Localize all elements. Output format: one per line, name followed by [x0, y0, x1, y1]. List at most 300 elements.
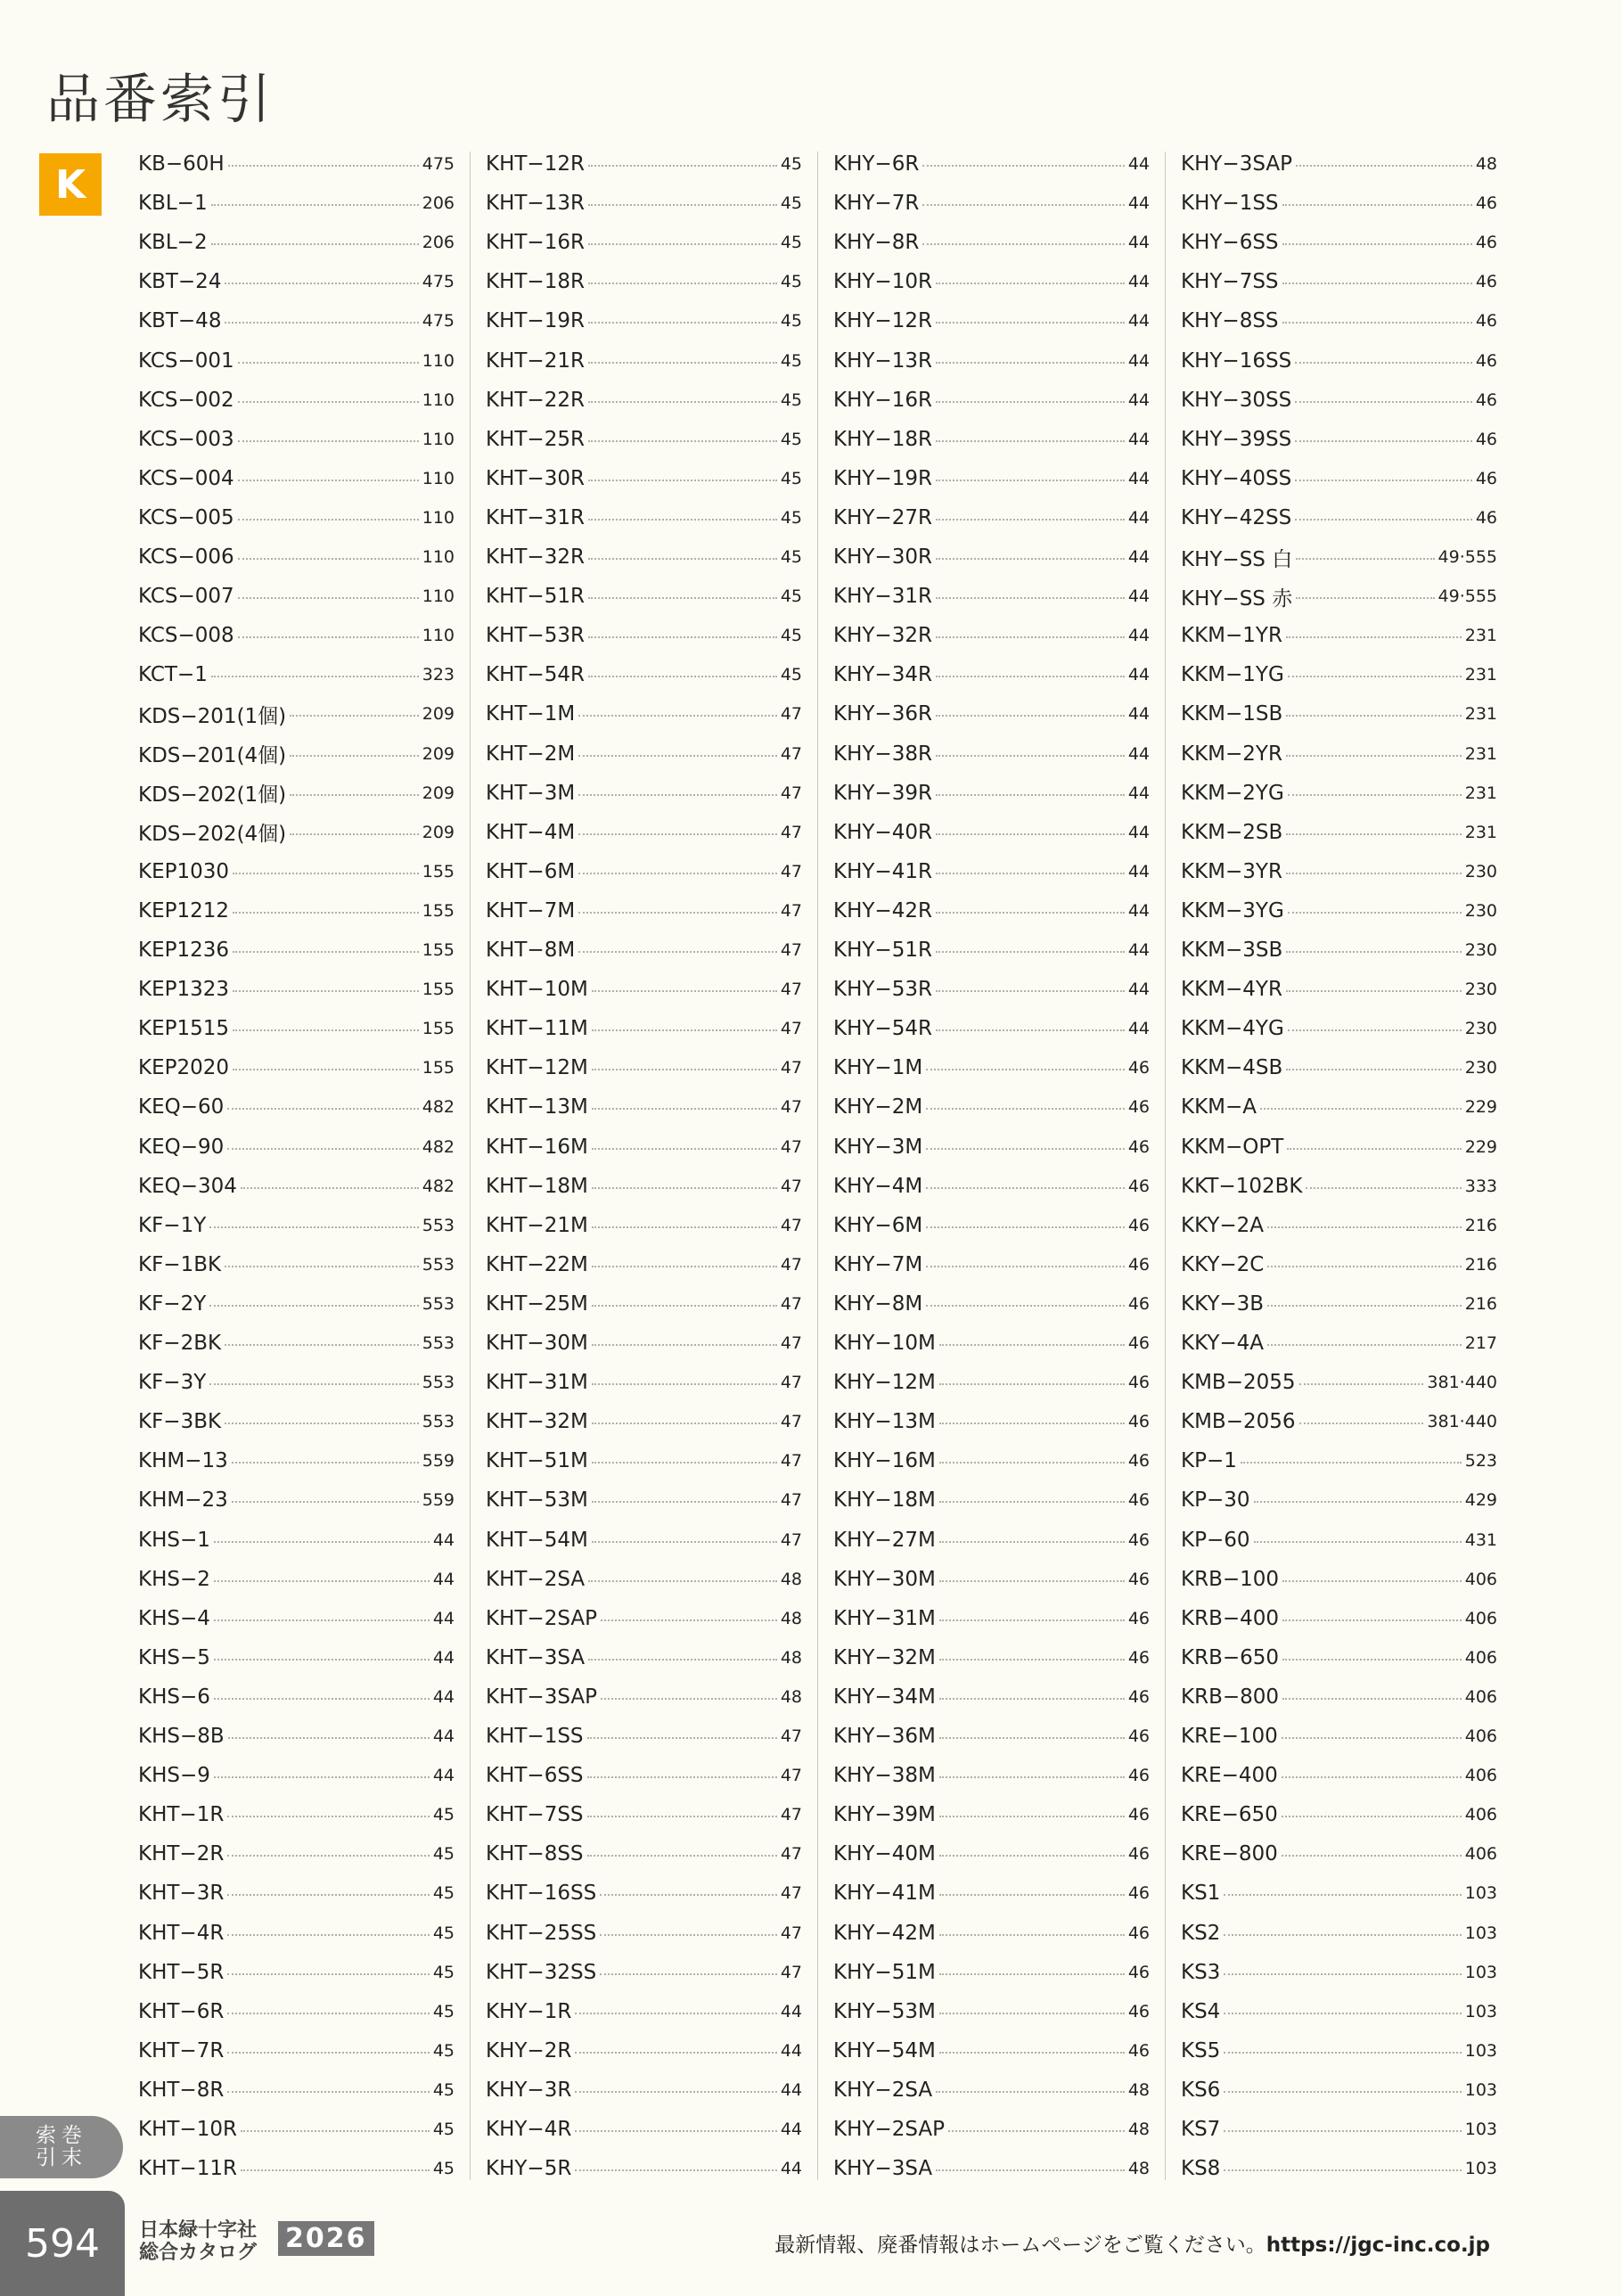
product-code: KS7 [1181, 2118, 1221, 2141]
index-entry[interactable] [486, 577, 802, 616]
index-entry[interactable] [1181, 813, 1497, 852]
product-code: KRB−100 [1181, 1567, 1280, 1591]
product-code: KHY−51R [833, 939, 932, 962]
index-entry[interactable] [833, 1324, 1150, 1363]
index-entry[interactable] [138, 341, 455, 381]
product-code: KKM−4YR [1181, 978, 1282, 1002]
index-entry[interactable] [486, 2110, 802, 2149]
index-entry[interactable] [833, 1795, 1150, 1834]
dot-leader [939, 1973, 1125, 1975]
index-entry[interactable] [833, 1128, 1150, 1167]
index-entry[interactable] [486, 1324, 802, 1363]
index-entry[interactable] [486, 970, 802, 1009]
index-entry[interactable] [833, 891, 1150, 931]
product-code: KBT−24 [138, 270, 222, 294]
index-entry[interactable] [833, 1717, 1150, 1756]
dot-leader [1282, 1620, 1462, 1621]
index-entry[interactable] [833, 1834, 1150, 1874]
page-reference: 229 [1464, 1097, 1497, 1118]
page-reference: 44 [1127, 193, 1150, 214]
product-code: KHY−54M [833, 2038, 936, 2062]
index-entry[interactable] [833, 1048, 1150, 1087]
index-entry[interactable] [1181, 1953, 1497, 1992]
index-entry[interactable] [833, 655, 1150, 694]
index-entry[interactable] [486, 1363, 802, 1402]
page-reference: 47 [780, 1058, 802, 1078]
index-entry[interactable] [486, 184, 802, 223]
index-entry[interactable] [833, 223, 1150, 262]
dot-leader [1282, 1580, 1462, 1582]
product-code: KHS−5 [138, 1645, 210, 1669]
index-entry[interactable] [138, 2110, 455, 2149]
index-entry[interactable] [138, 498, 455, 537]
index-entry[interactable] [138, 1441, 455, 1480]
index-entry[interactable] [138, 2149, 455, 2188]
index-entry[interactable] [833, 341, 1150, 381]
index-entry[interactable] [1181, 1087, 1497, 1127]
index-entry[interactable] [486, 1206, 802, 1245]
product-code: KHT−10R [138, 2118, 237, 2141]
index-entry[interactable] [138, 420, 455, 459]
index-entry[interactable] [486, 2031, 802, 2070]
dot-leader [600, 1894, 777, 1896]
index-entry[interactable] [486, 381, 802, 420]
product-code: KHY−10R [833, 270, 932, 294]
index-entry[interactable] [486, 852, 802, 891]
index-entry[interactable] [486, 144, 802, 184]
index-entry[interactable] [1181, 420, 1497, 459]
index-entry[interactable] [486, 2070, 802, 2110]
page-reference: 48 [780, 1608, 802, 1628]
index-entry[interactable] [1181, 2031, 1497, 2070]
index-entry[interactable] [138, 1914, 455, 1953]
dot-leader [1306, 1187, 1461, 1189]
index-entry[interactable] [138, 2070, 455, 2110]
product-code: KRE−100 [1181, 1725, 1278, 1748]
index-entry[interactable] [1181, 341, 1497, 381]
product-code: KHT−7M [486, 898, 576, 922]
index-entry[interactable] [138, 262, 455, 301]
product-code: KHY−53R [833, 978, 932, 1002]
index-entry[interactable] [486, 694, 802, 734]
index-entry[interactable] [138, 931, 455, 970]
index-entry[interactable] [1181, 1795, 1497, 1834]
index-entry[interactable] [833, 1087, 1150, 1127]
product-code: KHT−54M [486, 1528, 588, 1552]
dot-leader [939, 1894, 1125, 1896]
index-entry[interactable] [486, 341, 802, 381]
index-entry[interactable] [1181, 1717, 1497, 1756]
dot-leader [588, 519, 777, 521]
index-entry[interactable] [138, 694, 455, 734]
product-code: KHS−1 [138, 1528, 210, 1552]
index-entry[interactable] [833, 1756, 1150, 1795]
page-reference: 47 [780, 1019, 802, 1039]
index-entry[interactable] [1181, 1480, 1497, 1520]
index-entry[interactable] [486, 734, 802, 774]
index-entry[interactable] [833, 1914, 1150, 1953]
index-entry[interactable] [1181, 1206, 1497, 1245]
page-reference: 209 [422, 822, 455, 842]
index-entry[interactable] [1181, 1677, 1497, 1717]
product-code: KHY−36M [833, 1725, 936, 1748]
product-code: KHY−16SS [1181, 348, 1292, 373]
index-entry[interactable] [1181, 223, 1497, 262]
index-entry[interactable] [833, 813, 1150, 852]
index-entry[interactable] [833, 1599, 1150, 1638]
index-entry[interactable] [833, 498, 1150, 537]
index-entry[interactable] [1181, 852, 1497, 891]
product-code: KHY−1M [833, 1056, 923, 1080]
index-entry[interactable] [486, 223, 802, 262]
index-entry[interactable] [833, 1402, 1150, 1441]
product-code: KCS−001 [138, 348, 234, 373]
index-entry[interactable] [138, 301, 455, 340]
dot-leader [1286, 833, 1461, 835]
product-code: KHY−2SAP [833, 2118, 945, 2141]
product-code: KHT−31R [486, 505, 585, 529]
index-entry[interactable] [138, 1167, 455, 1206]
index-entry[interactable] [486, 1087, 802, 1127]
index-entry[interactable] [1181, 891, 1497, 931]
index-entry[interactable] [1181, 144, 1497, 184]
index-entry[interactable] [1181, 1009, 1497, 1048]
index-entry[interactable] [138, 970, 455, 1009]
index-entry[interactable] [486, 1638, 802, 1677]
dot-leader [1267, 1305, 1462, 1307]
index-entry[interactable] [486, 1521, 802, 1560]
index-entry[interactable] [833, 1560, 1150, 1599]
index-entry[interactable] [1181, 970, 1497, 1009]
index-entry[interactable] [138, 2031, 455, 2070]
index-entry[interactable] [138, 577, 455, 616]
index-entry[interactable] [138, 734, 455, 774]
index-entry[interactable] [138, 655, 455, 694]
page-reference: 209 [422, 783, 455, 803]
index-entry[interactable] [486, 1874, 802, 1913]
index-entry[interactable] [138, 537, 455, 577]
index-entry[interactable] [1181, 931, 1497, 970]
index-entry[interactable] [1181, 1560, 1497, 1599]
product-code: KHT−7R [138, 2038, 225, 2062]
index-entry[interactable] [138, 1677, 455, 1717]
index-entry[interactable] [833, 1206, 1150, 1245]
index-entry[interactable] [486, 1599, 802, 1638]
index-entry[interactable] [833, 420, 1150, 459]
dot-leader [225, 322, 418, 324]
product-code: KHY−12R [833, 309, 932, 333]
index-entry[interactable] [833, 1245, 1150, 1284]
index-entry[interactable] [1181, 1284, 1497, 1324]
index-entry[interactable] [1181, 459, 1497, 498]
index-entry[interactable] [833, 537, 1150, 577]
index-entry[interactable] [1181, 2110, 1497, 2149]
page-reference: 45 [780, 468, 802, 488]
dot-leader [578, 912, 777, 914]
appendix-index-tab[interactable] [0, 2116, 123, 2178]
index-entry[interactable] [138, 774, 455, 813]
index-entry[interactable] [486, 1677, 802, 1717]
index-entry[interactable] [833, 1480, 1150, 1520]
index-entry[interactable] [1181, 262, 1497, 301]
index-entry[interactable] [833, 2031, 1150, 2070]
page-reference: 231 [1464, 783, 1497, 803]
product-code: KHM−13 [138, 1449, 228, 1473]
index-entry[interactable] [833, 262, 1150, 301]
index-entry[interactable] [486, 1402, 802, 1441]
index-entry[interactable] [1181, 1363, 1497, 1402]
index-entry[interactable] [1181, 2149, 1497, 2188]
index-entry[interactable] [833, 184, 1150, 223]
product-code: KHY−SS 赤 [1181, 586, 1293, 611]
website-link[interactable]: https://jgc-inc.co.jp [1266, 2234, 1490, 2257]
index-entry[interactable] [138, 1324, 455, 1363]
index-entry[interactable] [833, 2149, 1150, 2188]
index-entry[interactable] [833, 1284, 1150, 1324]
dot-leader [936, 401, 1125, 403]
page-reference: 45 [780, 390, 802, 410]
dot-leader [939, 2052, 1125, 2054]
index-entry[interactable] [1181, 1638, 1497, 1677]
product-code: KHY−30SS [1181, 388, 1292, 412]
index-entry[interactable] [486, 1167, 802, 1206]
index-entry[interactable] [1181, 1441, 1497, 1480]
index-entry[interactable] [833, 1992, 1150, 2031]
dot-leader [588, 597, 777, 599]
index-entry[interactable] [486, 1009, 802, 1048]
index-entry[interactable] [486, 1834, 802, 1874]
page-reference: 406 [1464, 1647, 1497, 1668]
index-entry[interactable] [833, 1521, 1150, 1560]
index-entry[interactable] [138, 1128, 455, 1167]
index-entry[interactable] [486, 1048, 802, 1087]
dot-leader [939, 1816, 1125, 1817]
index-entry[interactable] [138, 1048, 455, 1087]
index-entry[interactable] [1181, 694, 1497, 734]
index-entry[interactable] [138, 1363, 455, 1402]
index-entry[interactable] [833, 1441, 1150, 1480]
index-entry[interactable] [1181, 1521, 1497, 1560]
index-entry[interactable] [138, 852, 455, 891]
dot-leader [936, 597, 1125, 599]
index-entry[interactable] [486, 2149, 802, 2188]
index-entry[interactable] [138, 1402, 455, 1441]
index-entry[interactable] [833, 616, 1150, 655]
page-number: 594 [0, 2191, 125, 2296]
index-entry[interactable] [1181, 734, 1497, 774]
index-entry[interactable] [138, 1874, 455, 1913]
index-entry[interactable] [1181, 1128, 1497, 1167]
index-entry[interactable] [833, 694, 1150, 734]
index-entry[interactable] [138, 1284, 455, 1324]
dot-leader [948, 2130, 1125, 2132]
index-entry[interactable] [486, 655, 802, 694]
index-entry[interactable] [1181, 1599, 1497, 1638]
index-entry[interactable] [138, 1521, 455, 1560]
index-entry[interactable] [1181, 301, 1497, 340]
index-entry[interactable] [138, 1480, 455, 1520]
index-entry[interactable] [1181, 577, 1497, 616]
index-entry[interactable] [138, 813, 455, 852]
index-entry[interactable] [1181, 184, 1497, 223]
index-entry[interactable] [833, 1874, 1150, 1913]
product-code: KHS−6 [138, 1685, 210, 1709]
page-reference: 110 [422, 429, 455, 449]
index-entry[interactable] [138, 891, 455, 931]
page-reference: 45 [432, 2079, 455, 2100]
index-entry[interactable] [486, 537, 802, 577]
dot-leader [939, 1934, 1125, 1936]
dot-leader [587, 1776, 777, 1778]
index-entry[interactable] [1181, 774, 1497, 813]
index-entry[interactable] [1181, 1756, 1497, 1795]
index-entry[interactable] [486, 616, 802, 655]
index-entry[interactable] [138, 459, 455, 498]
page-reference: 44 [1127, 704, 1150, 725]
page-reference: 45 [432, 2120, 455, 2139]
product-code: KDS−201(1個) [138, 704, 287, 728]
index-entry[interactable] [486, 1245, 802, 1284]
index-entry[interactable] [138, 1834, 455, 1874]
product-code: KCT−1 [138, 663, 208, 687]
index-entry[interactable] [486, 1480, 802, 1520]
dot-leader [1224, 1894, 1461, 1896]
index-entry[interactable] [833, 931, 1150, 970]
index-entry[interactable] [138, 1245, 455, 1284]
index-entry[interactable] [833, 1638, 1150, 1677]
index-entry[interactable] [138, 1756, 455, 1795]
index-entry[interactable] [833, 852, 1150, 891]
page-reference: 216 [1464, 1293, 1497, 1314]
index-entry[interactable] [1181, 1914, 1497, 1953]
index-entry[interactable] [833, 577, 1150, 616]
index-entry[interactable] [833, 1167, 1150, 1206]
index-entry[interactable] [833, 144, 1150, 184]
product-code: KMB−2055 [1181, 1371, 1296, 1395]
index-entry[interactable] [1181, 1874, 1497, 1913]
index-entry[interactable] [138, 1009, 455, 1048]
index-entry[interactable] [1181, 1324, 1497, 1363]
index-entry[interactable] [833, 970, 1150, 1009]
index-entry[interactable] [486, 774, 802, 813]
index-entry[interactable] [138, 1992, 455, 2031]
index-entry[interactable] [486, 1717, 802, 1756]
index-entry[interactable] [138, 223, 455, 262]
index-entry[interactable] [486, 1560, 802, 1599]
column-divider [817, 152, 818, 2180]
index-entry[interactable] [833, 734, 1150, 774]
index-entry[interactable] [138, 1717, 455, 1756]
index-entry[interactable] [1181, 498, 1497, 537]
index-entry[interactable] [138, 1087, 455, 1127]
product-code: KHY−53M [833, 1999, 936, 2023]
index-entry[interactable] [833, 2070, 1150, 2110]
index-entry[interactable] [1181, 1402, 1497, 1441]
catalog-name-line1: 日本緑十字社 [139, 2219, 258, 2242]
index-entry[interactable] [1181, 1992, 1497, 2031]
page-reference: 44 [1127, 783, 1150, 803]
index-entry[interactable] [833, 381, 1150, 420]
product-code: KEP1212 [138, 898, 230, 922]
page-reference: 475 [422, 154, 455, 174]
index-entry[interactable] [486, 813, 802, 852]
dot-leader [922, 204, 1125, 206]
index-entry[interactable] [138, 1795, 455, 1834]
index-entry[interactable] [486, 1756, 802, 1795]
index-entry[interactable] [1181, 381, 1497, 420]
index-entry[interactable] [486, 420, 802, 459]
index-entry[interactable] [833, 301, 1150, 340]
product-code: KKY−2A [1181, 1213, 1265, 1237]
index-entry[interactable] [1181, 1834, 1497, 1874]
index-entry[interactable] [486, 301, 802, 340]
index-entry[interactable] [1181, 2070, 1497, 2110]
index-entry[interactable] [1181, 1245, 1497, 1284]
dot-leader [1295, 519, 1472, 521]
index-entry[interactable] [833, 1953, 1150, 1992]
product-code: KHT−32R [486, 545, 585, 569]
index-entry[interactable] [486, 1284, 802, 1324]
index-entry[interactable] [486, 1128, 802, 1167]
product-code: KP−1 [1181, 1449, 1237, 1473]
index-entry[interactable] [833, 1677, 1150, 1717]
page-reference: 44 [1127, 311, 1150, 332]
index-entry[interactable] [833, 459, 1150, 498]
dot-leader [939, 1462, 1125, 1464]
index-entry[interactable] [1181, 537, 1497, 577]
index-entry[interactable] [138, 1560, 455, 1599]
page-reference: 45 [780, 626, 802, 646]
index-entry[interactable] [138, 616, 455, 655]
index-entry[interactable] [486, 459, 802, 498]
index-entry[interactable] [138, 184, 455, 223]
page-reference: 48 [780, 1569, 802, 1589]
index-entry[interactable] [486, 891, 802, 931]
index-entry[interactable] [1181, 1167, 1497, 1206]
index-entry[interactable] [486, 1992, 802, 2031]
product-code: KHT−4R [138, 1921, 225, 1945]
index-entry[interactable] [486, 1953, 802, 1992]
index-entry[interactable] [138, 1206, 455, 1245]
index-entry[interactable] [486, 1795, 802, 1834]
index-entry[interactable] [138, 1953, 455, 1992]
index-entry[interactable] [138, 381, 455, 420]
index-entry[interactable] [138, 1638, 455, 1677]
index-entry[interactable] [486, 262, 802, 301]
product-code: KHT−16M [486, 1135, 588, 1159]
page-reference: 46 [1127, 1923, 1150, 1943]
index-entry[interactable] [1181, 1048, 1497, 1087]
product-code: KF−3Y [138, 1371, 207, 1395]
index-entry[interactable] [833, 2110, 1150, 2149]
index-entry[interactable] [833, 1363, 1150, 1402]
index-entry[interactable] [1181, 616, 1497, 655]
index-entry[interactable] [486, 931, 802, 970]
index-entry[interactable] [138, 1599, 455, 1638]
index-entry[interactable] [138, 144, 455, 184]
dot-leader [290, 794, 419, 796]
index-entry[interactable] [486, 1441, 802, 1480]
index-entry[interactable] [833, 774, 1150, 813]
page-reference: 46 [1127, 1686, 1150, 1707]
index-entry[interactable] [486, 1914, 802, 1953]
index-entry[interactable] [1181, 655, 1497, 694]
product-code: KHY−38R [833, 742, 932, 766]
index-entry[interactable] [833, 1009, 1150, 1048]
index-entry[interactable] [486, 498, 802, 537]
dot-leader [936, 912, 1125, 914]
product-code: KMB−2056 [1181, 1410, 1296, 1434]
